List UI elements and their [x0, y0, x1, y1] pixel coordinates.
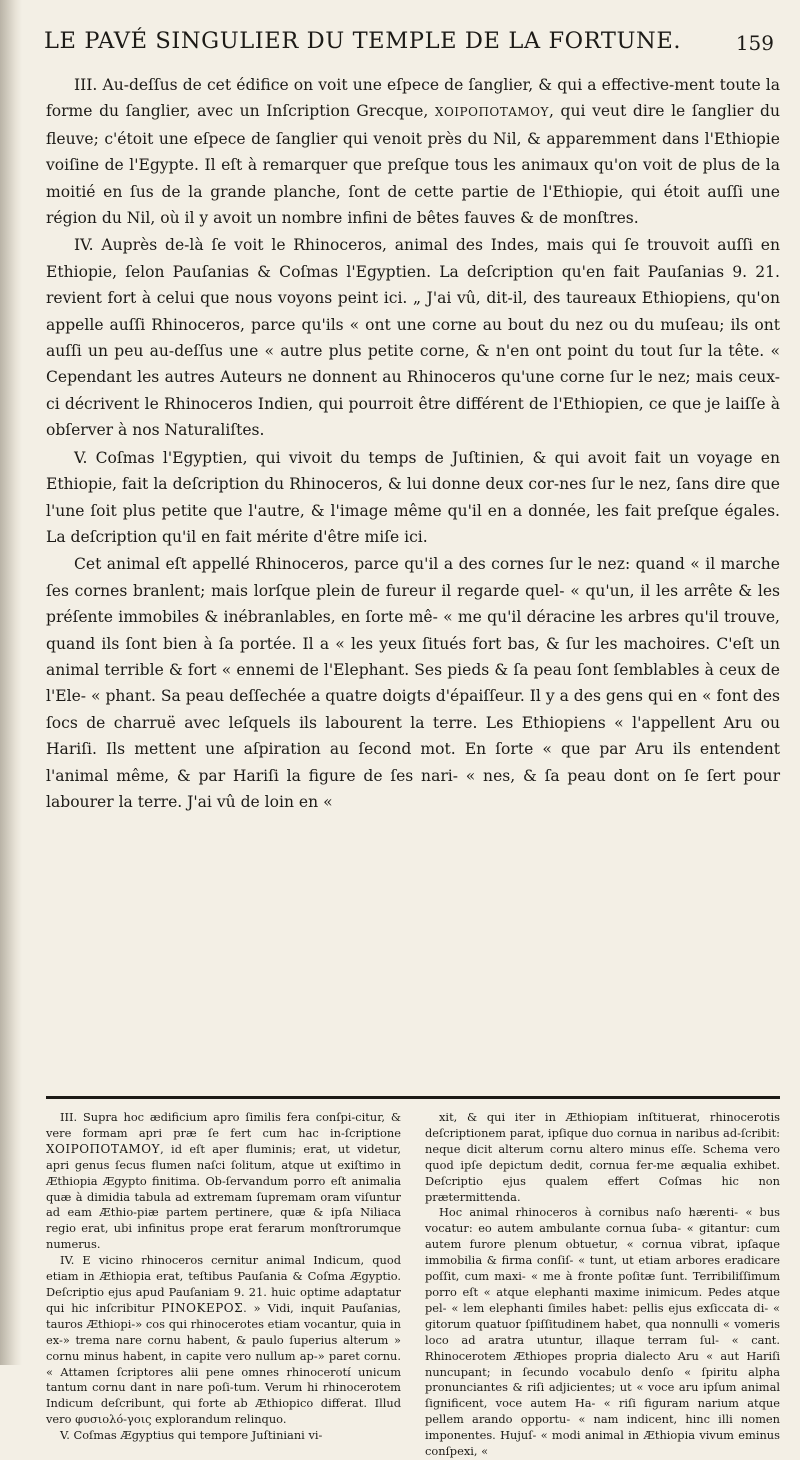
note-v: V. Coſmas Ægyptius qui tempore Juſtiniani vi-	[60, 1428, 323, 1443]
running-title: LE PAVÉ SINGULIER DU TEMPLE DE LA FORTUNE.	[44, 28, 682, 54]
page-gutter-shadow	[0, 0, 22, 1365]
note-iv: IV. E vicino rhinoceros cernitur animal Indicum, quod etiam in Æthiopia erat, teſtibus Pauſania & Coſma Ægyptio. Deſcriptio ejus apud Pauſaniam 9. 21. huic optime adaptatur qui hic inſcribitur ΡΙΝΟΚΕΡΟΣ. » Vidi, inquit Pauſanias, tauros Æthiopi-» cos qui rhinocerotes etiam vocantur, quia in ex-» trema nare cornu habent, & paulo ſuperius alterum » cornu minus habent, in capite vero nullum ap-» paret cornu. « Attamen ſcriptores alii pene omnes rhinocerotí unicum tantum cornu dant in nare poſi-tum. Verum hi rhinocerotem Indicum deſcribunt, qui forte ab Æthiopico differat. Illud vero φυσιολό-γοις explorandum relinquo.	[46, 1253, 401, 1427]
notes-left-column	[46, 1110, 401, 1460]
paragraph-text: V. Coſmas l'Egyptien, qui vivoit du temps de Juſtinien, & qui avoit fait un voyage en Ethiopie, fait la deſcription du Rhinoceros, & lui donne deux cor-nes ſur le nez, ſans dire que l'une ſoit plus petite que l'autre, & l'image même qu'il en a donnée, les fait preſque égales. La deſcription qu'il en fait mérite d'être miſe ici.	[46, 448, 780, 546]
paragraph-text: III. Au-deſſus de cet édifice on voit une eſpece de ſanglier, & qui a effective-ment toute la forme du ſanglier, avec un Inſcription Grecque,	[46, 76, 780, 121]
main-text	[46, 72, 780, 815]
paragraph-quotation	[46, 551, 780, 815]
latin-notes	[46, 1110, 780, 1460]
paragraph-text: Cet animal eſt appellé Rhinoceros, parce qu'il a des cornes ſur le nez: quand « il marche ſes cornes branlent; mais lorſque plein de fureur il regarde quel- « qu'un, il les arrête & les préſente immobiles & inébranlables, en ſorte mê- « me qu'il déracine les arbres qu'il trouve, quand ils ſont bien à ſa portée. Il a « les yeux ſitués fort bas, & ſur les machoires. C'eſt un animal terrible & fort « ennemi de l'Elephant. Ses pieds & ſa peau ſont ſemblables à ceux de l'Ele- « phant. Sa peau deſſechée a quatre doigts d'épaiſſeur. Il y a des gens qui en « font des ſocs de charruë avec leſquels ils labourent la terre. Les Ethiopiens « l'appellent Aru ou Hariſi. Ils mettent une aſpiration au ſecond mot. En ſorte « que par Aru ils entendent l'animal même, & par Hariſi la figure de ſes nari- « nes, & ſa peau dont on ſe ſert pour labourer la terre. J'ai vû de loin en «	[46, 555, 780, 811]
greek-inscription: ΧΟΙΡΟΠΟΤΑΜΟΥ	[434, 105, 549, 120]
note-iii: III. Supra hoc ædificium apro ſimilis fera conſpi-citur, & vere formam apri præ ſe fert cum hac in-ſcriptione ΧΟΙΡΟΠΟΤΑΜΟΥ, id eſt aper fluminis; erat, ut videtur, apri genus ſecus flumen naſci ſolitum, atque ut exiſtimo in Æthiopia Ægypto finitima. Ob-ſervandum porro eſt animalia quæ à dimidia tabula ad extremam ſupremam oram viſuntur ad eam Æthio-piæ partem pertinere, quæ & ipſa Niliaca regio erat, ubi infinitus prope erat ferarum monſtrorumque numerus.	[46, 1110, 401, 1252]
greek-inscription: ΧΟΙΡΟΠΟΤΑΜΟΥ	[46, 1141, 161, 1156]
greek-inscription: ΡΙΝΟΚΕΡΟΣ	[161, 1300, 244, 1315]
notes-right-column	[425, 1110, 780, 1460]
page-number: 159	[735, 31, 774, 55]
paragraph-v	[46, 445, 780, 551]
paragraph-text: , qui veut dire le ſanglier du fleuve; c'étoit une eſpece de ſanglier qui venoit près du Nil, & apparemment dans l'Ethiopie voiſine de l'Egypte. Il eſt à remarquer que preſque tous les animaux qu'on voit de plus de la moitié en ſus de la grande planche, ſont de cette partie de l'Ethiopie, qui étoit auſſi une région du Nil, où il y avoit un nombre infini de bêtes fauves & de monſtres.	[46, 102, 780, 228]
paragraph-text: IV. Auprès de-là ſe voit le Rhinoceros, animal des Indes, mais qui ſe trouvoit auſſi en Ethiopie, ſelon Pauſanias & Coſmas l'Egyptien. La deſcription qu'en fait Pauſanias 9. 21. revient fort à celui que nous voyons peint ici. „ J'ai vû, dit-il, des taureaux Ethiopiens, qu'on appelle auſſi Rhinoceros, parce qu'ils « ont une corne au bout du nez ou du muſeau; ils ont auſſi un peu au-deſſus une « autre plus petite corne, & n'en ont point du tout ſur la tête. « Cependant les autres Auteurs ne donnent au Rhinoceros qu'une corne ſur le nez; mais ceux-ci décrivent le Rhinoceros Indien, qui pourroit être différent de l'Ethiopien, ce que je laiſſe à obſerver à nos Naturaliſtes.	[46, 236, 780, 440]
note-v-continued: xit, & qui iter in Æthiopiam inſtituerat, rhinocerotis deſcriptionem parat, ipſique duo cornua in naribus ad-ſcribit: neque dicit alterum cornu altero minus eſſe. Schema vero quod ipſe depictum dedit, cornua fer-me æqualia exhibet. Deſcriptio ejus qualem effert Coſmas hic non prætermittenda.	[425, 1110, 780, 1204]
paragraph-iv	[46, 232, 780, 443]
paragraph-iii	[46, 72, 780, 231]
running-header	[44, 28, 780, 68]
footnote-divider	[46, 1096, 780, 1099]
note-quotation: Hoc animal rhinoceros à cornibus naſo hærenti- « bus vocatur: eo autem ambulante cornua ſuba- « gitantur: cum autem furore plenum obtuetur, « cornua vibrat, ipſaque immobilia & firma conſiſ- « tunt, ut etiam arbores eradicare poſſit, cum maxi- « me à fronte poſitæ ſunt. Terribiliſſimum porro eſt « atque elephanti maxime inimicum. Pedes atque pel- « lem elephanti ſimiles habet: pellis ejus exſiccata di- « gitorum quatuor ſpiſſitudinem habet, qua nonnulli « vomeris loco ad aratra utuntur, illaque terram ſul- « cant. Rhinocerotem Æthiopes propria dialecto Aru « aut Hariſi nuncupant; in ſecundo vocabulo denſo « ſpiritu alpha pronunciantes & riſi adjicientes; ut « voce aru ipſum animal ſignificent, voce autem Ha- « riſi figuram narium atque pellem arando opportu- « nam indicent, hinc illi nomen imponentes. Hujuſ- « modi animal in Æthiopia vivum eminus conſpexi, «	[425, 1205, 780, 1459]
